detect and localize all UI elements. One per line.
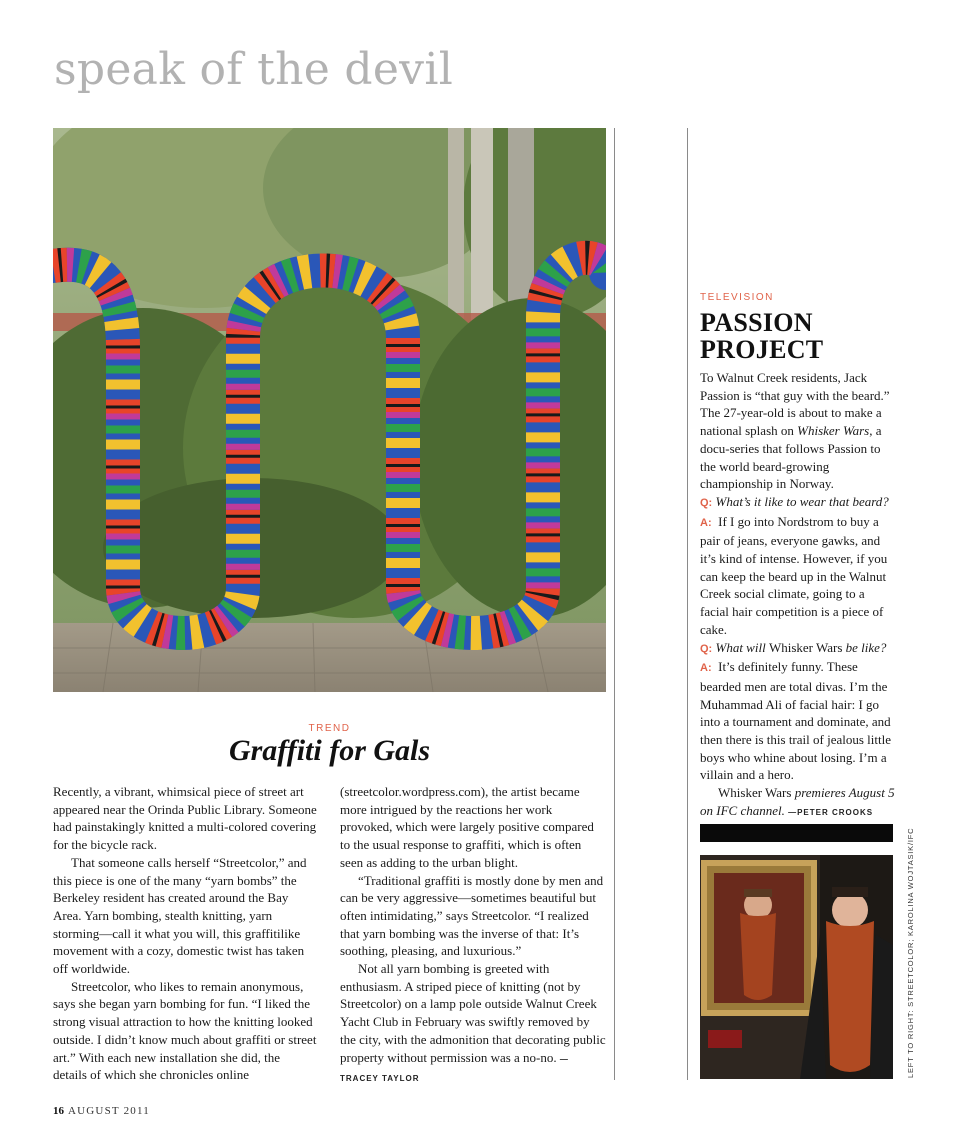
- intro-text: , a docu-series that follows Passion to the world beard-growing championship in Norway.: [700, 423, 882, 492]
- closing-text: premieres August 5 on IFC channel.: [700, 785, 895, 818]
- paragraph: (streetcolor.wordpress.com), the artist became more intrigued by the reactions her work provoked, which were largely positive compared to the usual response to graffiti, which is often seen as adding to the urban blight.: [340, 784, 594, 870]
- question: [700, 639, 896, 659]
- trend-column-2: [340, 783, 606, 1088]
- television-body: [700, 369, 896, 822]
- column-rule: [614, 128, 615, 1080]
- paragraph: [340, 960, 606, 1088]
- page-number: 16: [53, 1105, 64, 1117]
- q-label: Q:: [700, 496, 713, 509]
- paragraph: Streetcolor, who likes to remain anonymous, says she began yarn bombing for fun. “I liked the strong visual attraction to how the knitting looked outside. I didn’t know much about graffiti or street art.” With each new installation she did, the details of which she chronicles online: [53, 978, 317, 1083]
- question-text: be like?: [842, 639, 887, 655]
- a-label: A:: [700, 516, 712, 529]
- television-byline: —PETER CROOKS: [788, 807, 874, 817]
- question: [700, 493, 896, 513]
- intro-text: To Walnut Creek residents, Jack Passion is “that guy with the beard.” The 27-year-old is about to make a national splash on: [700, 370, 890, 439]
- photo-credit: LEFT TO RIGHT: STREETCOLOR; KAROLINA WOJTASIK/IFC: [906, 827, 915, 1078]
- yarn-bomb-illustration: [53, 128, 606, 692]
- portrait-photo: [700, 855, 893, 1079]
- black-bar: [700, 824, 893, 842]
- paragraph: Recently, a vibrant, whimsical piece of street art appeared near the Orinda Public Library. Someone had painstakingly knitted a multi-colored covering for the bicycle rack.: [53, 784, 317, 853]
- show-title: Whisker Wars: [718, 785, 792, 801]
- show-title: Whisker Wars: [768, 639, 843, 655]
- portrait-illustration: [700, 855, 893, 1079]
- paragraph: That someone calls herself “Streetcolor,” and this piece is one of the many “yarn bombs” the Berkeley resident has created around the Bay Area. Yarn bombing, stealth knitting, yarn storming—call it what you will, this graffitilike movement with a cozy, domestic twist has taken off worldwide.: [53, 854, 307, 977]
- headline-line: PASSION: [700, 308, 813, 337]
- show-title: Whisker Wars: [797, 423, 870, 439]
- yarn-bomb-photo: [53, 128, 606, 692]
- intro-paragraph: [700, 369, 896, 493]
- television-kicker: TELEVISION: [700, 292, 774, 303]
- closing: [700, 784, 896, 821]
- answer: [700, 658, 896, 784]
- headline-line: PROJECT: [700, 335, 824, 364]
- issue-date: AUGUST 2011: [68, 1105, 150, 1117]
- answer-text: It’s definitely funny. These bearded men are total divas. I’m the Muhammad Ali of facial hair: I go into a tournament and dominate, and then there is this trail of jealous little boys who whine about losing. I’m a villain and a hero.: [700, 659, 891, 783]
- section-title: speak of the devil: [54, 44, 454, 95]
- trend-column-1: [53, 783, 317, 1084]
- paragraph: “Traditional graffiti is mostly done by men and can be very aggressive—sometimes beautiful but often intimidating,” says Streetcolor. “I realized that yarn bombing was the inverse of that: It’s soothing, pleasing, and luxurious.”: [340, 872, 604, 959]
- trend-kicker: TREND: [308, 723, 351, 734]
- trend-headline: Graffiti for Gals: [228, 734, 431, 767]
- column-rule: [687, 128, 688, 1080]
- question-text: What’s it like to wear that beard?: [715, 493, 889, 509]
- trend-byline: —TRACEY TAYLOR: [340, 1054, 569, 1084]
- paragraph-text: Not all yarn bombing is greeted with enthusiasm. A striped piece of knitting (not by Streetcolor) on a lamp pole outside Walnut Creek Yacht Club in February was swiftly removed by the city, with the admonition that decorating public property without permission was a no-no.: [340, 961, 606, 1065]
- answer: [700, 513, 896, 639]
- folio: [53, 1105, 150, 1117]
- q-label: Q:: [700, 642, 713, 655]
- question-text: What will: [715, 639, 769, 655]
- a-label: A:: [700, 662, 712, 675]
- answer-text: If I go into Nordstrom to buy a pair of jeans, everyone gawks, and it’s kind of intense. However, if you can keep the beard up in the Walnut Creek social climate, going to a facial hair competition is a piece of cake.: [700, 513, 888, 637]
- television-headline: [700, 309, 900, 363]
